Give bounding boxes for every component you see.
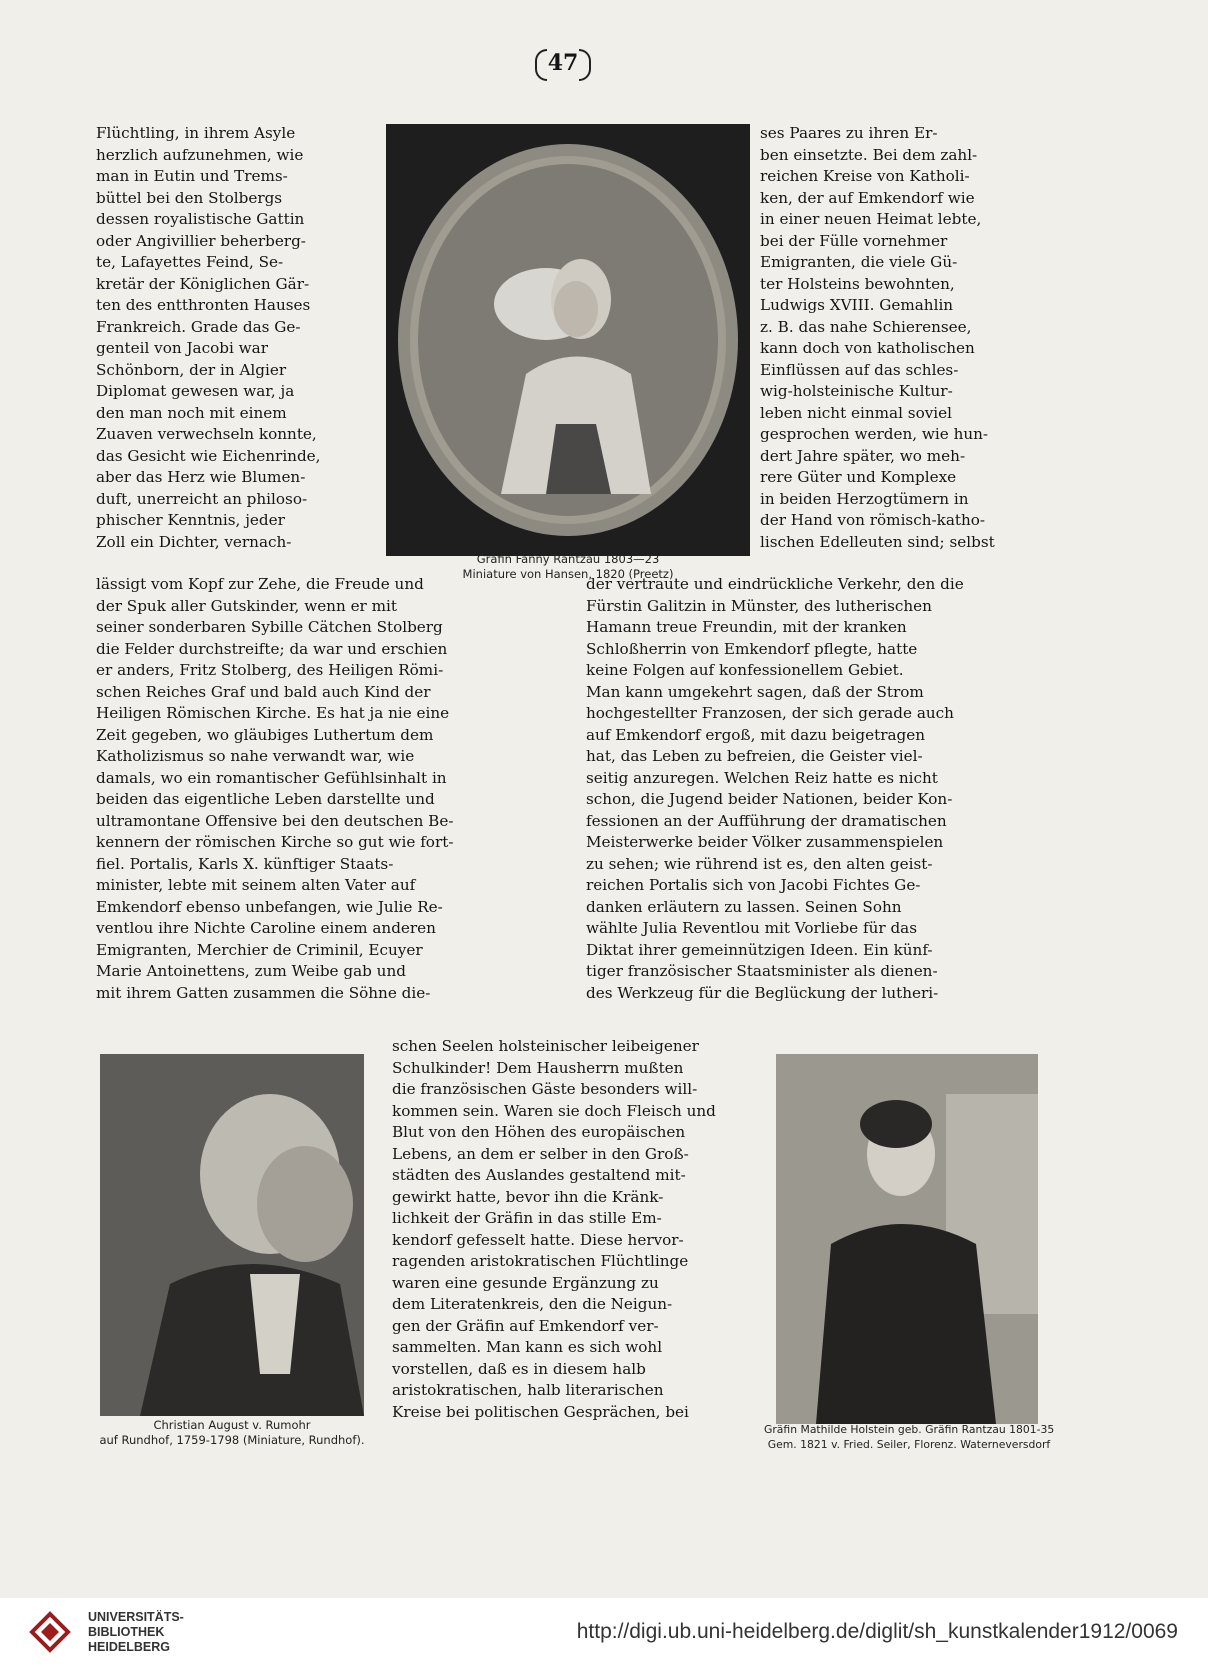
text-line: z. B. das nahe Schierensee,: [760, 317, 972, 336]
portrait-fanny-rantzau: [386, 124, 750, 556]
caption-right-line2: Gem. 1821 v. Fried. Seiler, Florenz. Waterneversdorf: [767, 1438, 1051, 1451]
text-line: Lebens, an dem er selber in den Groß-: [392, 1144, 689, 1163]
text-line: Emkendorf ebenso unbefangen, wie Julie Re-: [96, 897, 443, 916]
text-line: tiger französischer Staatsminister als dienen-: [586, 962, 938, 980]
text-col-right-mid: [586, 574, 1042, 1004]
text-line: kann doch von katholischen: [760, 339, 975, 357]
text-line: büttel bei den Stolbergs: [96, 188, 283, 207]
text-line: danken erläutern zu lassen. Seinen Sohn: [586, 897, 902, 916]
text-line: aber das Herz wie Blumen-: [96, 468, 306, 486]
text-line: Emigranten, Merchier de Criminil, Ecuyer: [96, 940, 423, 959]
text-line: ragenden aristokratischen Flüchtlinge: [392, 1252, 689, 1270]
text-line: dert Jahre später, wo meh-: [760, 446, 966, 465]
text-line: in einer neuen Heimat lebte,: [760, 210, 982, 228]
text-line: auf Emkendorf ergoß, mit dazu beigetragen: [586, 725, 925, 744]
text-line: zu sehen; wie rührend ist es, den alten geist-: [586, 854, 933, 873]
source-url-link[interactable]: http://digi.ub.uni-heidelberg.de/diglit/sh_kunstkalender1912/0069: [576, 1620, 1178, 1643]
text-col-left-top: [96, 123, 378, 553]
text-line: Fürstin Galitzin in Münster, des lutherischen: [586, 596, 932, 615]
text-line: wig-holsteinische Kultur-: [760, 382, 953, 400]
text-line: phischer Kenntnis, jeder: [96, 511, 285, 529]
text-line: ten des entthronten Hauses: [96, 296, 311, 314]
text-col-right-top: [760, 123, 1042, 553]
text-line: reichen Kreise von Katholi-: [760, 167, 970, 185]
text-line: Man kann umgekehrt sagen, daß der Strom: [586, 682, 924, 701]
text-line: der vertraute und eindrückliche Verkehr, den die: [586, 575, 964, 593]
caption-left-portrait: [92, 1418, 372, 1448]
text-line: leben nicht einmal soviel: [760, 403, 953, 422]
text-line: reichen Portalis sich von Jacobi Fichtes Ge-: [586, 876, 921, 894]
text-line: er anders, Fritz Stolberg, des Heiligen Römi-: [96, 661, 444, 679]
text-line: beiden das eigentliche Leben darstellte und: [96, 790, 435, 808]
text-line: damals, wo ein romantischer Gefühlsinhalt in: [96, 768, 447, 787]
text-line: hat, das Leben zu befreien, die Geister viel-: [586, 747, 923, 765]
text-line: Einflüssen auf das schles-: [760, 360, 959, 379]
text-line: gewirkt hatte, bevor ihn die Kränk-: [392, 1187, 664, 1206]
text-line: minister, lebte mit seinem alten Vater auf: [96, 876, 416, 894]
text-line: Schulkinder! Dem Hausherrn mußten: [392, 1058, 684, 1077]
text-line: lässigt vom Kopf zur Zehe, die Freude und: [96, 575, 424, 593]
text-line: Meisterwerke beider Völker zusammenspielen: [586, 833, 944, 851]
text-line: te, Lafayettes Feind, Se-: [96, 253, 284, 271]
text-line: schon, die Jugend beider Nationen, beider Kon-: [586, 790, 953, 808]
text-line: die französischen Gäste besonders will-: [392, 1080, 698, 1098]
portrait-mathilde-holstein: [776, 1054, 1038, 1424]
text-line: duft, unerreicht an philoso-: [96, 489, 308, 508]
text-line: vorstellen, daß es in diesem halb: [392, 1359, 646, 1378]
library-logo-icon: [28, 1610, 72, 1654]
text-line: mit ihrem Gatten zusammen die Söhne die-: [96, 983, 431, 1002]
text-line: kennern der römischen Kirche so gut wie fort-: [96, 833, 454, 851]
text-col-center-bottom: [392, 1036, 756, 1423]
text-line: Heiligen Römischen Kirche. Es hat ja nie eine: [96, 704, 450, 722]
text-line: schen Reiches Graf und bald auch Kind der: [96, 682, 431, 701]
text-line: ses Paares zu ihren Er-: [760, 124, 938, 142]
portrait-rumohr: [100, 1054, 364, 1416]
text-line: keine Folgen auf konfessionellem Gebiet.: [586, 661, 904, 679]
text-line: aristokratischen, halb literarischen: [392, 1381, 664, 1399]
caption-left-line1: Christian August v. Rumohr: [153, 1418, 311, 1432]
text-line: ter Holsteins bewohnten,: [760, 274, 955, 293]
text-line: dessen royalistische Gattin: [96, 210, 305, 228]
text-line: der Hand von römisch-katho-: [760, 511, 986, 529]
text-line: ventlou ihre Nichte Caroline einem anderen: [96, 919, 436, 937]
text-line: Flüchtling, in ihrem Asyle: [96, 124, 296, 142]
text-line: seiner sonderbaren Sybille Cätchen Stolberg: [96, 618, 443, 636]
text-line: gesprochen werden, wie hun-: [760, 425, 989, 443]
text-line: Zeit gegeben, wo gläubiges Luthertum dem: [96, 725, 434, 744]
text-col-left-mid: [96, 574, 552, 1004]
text-line: Schloßherrin von Emkendorf pflegte, hatte: [586, 639, 918, 658]
text-line: Diplomat gewesen war, ja: [96, 382, 295, 400]
text-line: Schönborn, der in Algier: [96, 360, 287, 379]
text-line: der Spuk aller Gutskinder, wenn er mit: [96, 596, 398, 615]
text-line: Frankreich. Grade das Ge-: [96, 317, 301, 336]
text-line: oder Angivillier beherberg-: [96, 231, 306, 250]
caption-right-line1: Gräfin Mathilde Holstein geb. Gräfin Rantzau 1801-35: [764, 1423, 1054, 1436]
text-line: kendorf gefesselt hatte. Diese hervor-: [392, 1230, 684, 1249]
text-line: Kreise bei politischen Gesprächen, bei: [392, 1402, 689, 1421]
text-line: fiel. Portalis, Karls X. künftiger Staats-: [96, 854, 394, 873]
text-line: Zoll ein Dichter, vernach-: [96, 532, 292, 551]
library-line3: HEIDELBERG: [88, 1640, 170, 1654]
text-line: genteil von Jacobi war: [96, 339, 268, 357]
text-line: hochgestellter Franzosen, der sich gerade auch: [586, 704, 954, 722]
text-line: die Felder durchstreifte; da war und erschien: [96, 639, 448, 658]
text-line: das Gesicht wie Eichenrinde,: [96, 446, 321, 465]
caption-top-line1: Gräfin Fanny Rantzau 1803—23: [476, 552, 660, 566]
library-name: [88, 1610, 184, 1655]
caption-top-line2: Miniature von Hansen, 1820 (Preetz): [462, 567, 674, 581]
page-number: 47: [535, 44, 591, 82]
text-line: kommen sein. Waren sie doch Fleisch und: [392, 1101, 716, 1120]
text-line: des Werkzeug für die Beglückung der lutheri-: [586, 983, 939, 1002]
text-line: herzlich aufzunehmen, wie: [96, 145, 304, 164]
text-line: bei der Fülle vornehmer: [760, 231, 948, 250]
text-line: Blut von den Höhen des europäischen: [392, 1123, 686, 1141]
caption-right-portrait: [764, 1422, 1054, 1452]
text-line: den man noch mit einem: [96, 403, 287, 422]
text-line: ultramontane Offensive bei den deutschen Be-: [96, 811, 454, 830]
text-line: sammelten. Man kann es sich wohl: [392, 1338, 663, 1356]
text-line: schen Seelen holsteinischer leibeigener: [392, 1037, 699, 1055]
text-line: man in Eutin und Trems-: [96, 167, 288, 185]
library-line2: BIBLIOTHEK: [88, 1625, 165, 1639]
text-line: lischen Edelleuten sind; selbst: [760, 532, 995, 551]
text-line: dem Literatenkreis, den die Neigun-: [392, 1295, 673, 1313]
text-line: Zuaven verwechseln konnte,: [96, 425, 317, 443]
text-line: waren eine gesunde Ergänzung zu: [392, 1273, 659, 1292]
text-line: rere Güter und Komplexe: [760, 468, 957, 486]
text-line: lichkeit der Gräfin in das stille Em-: [392, 1209, 662, 1227]
text-line: seitig anzuregen. Welchen Reiz hatte es nicht: [586, 768, 938, 787]
text-line: in beiden Herzogtümern in: [760, 489, 969, 508]
text-line: Marie Antoinettens, zum Weibe gab und: [96, 962, 406, 980]
text-line: Diktat ihrer gemeinnützigen Ideen. Ein künf-: [586, 940, 933, 959]
text-line: ken, der auf Emkendorf wie: [760, 188, 975, 207]
text-line: Ludwigs XVIII. Gemahlin: [760, 296, 954, 314]
library-line1: UNIVERSITÄTS-: [88, 1610, 184, 1624]
text-line: städten des Auslandes gestaltend mit-: [392, 1166, 686, 1184]
text-line: fessionen an der Aufführung der dramatischen: [586, 811, 947, 830]
text-line: ben einsetzte. Bei dem zahl-: [760, 145, 978, 164]
text-line: wählte Julia Reventlou mit Vorliebe für das: [586, 919, 918, 937]
text-line: Hamann treue Freundin, mit der kranken: [586, 618, 907, 636]
text-line: Emigranten, die viele Gü-: [760, 253, 958, 271]
text-line: kretär der Königlichen Gär-: [96, 274, 310, 293]
text-line: Katholizismus so nahe verwandt war, wie: [96, 747, 415, 765]
caption-left-line2: auf Rundhof, 1759-1798 (Miniature, Rundhof).: [99, 1433, 365, 1447]
text-line: gen der Gräfin auf Emkendorf ver-: [392, 1316, 659, 1335]
